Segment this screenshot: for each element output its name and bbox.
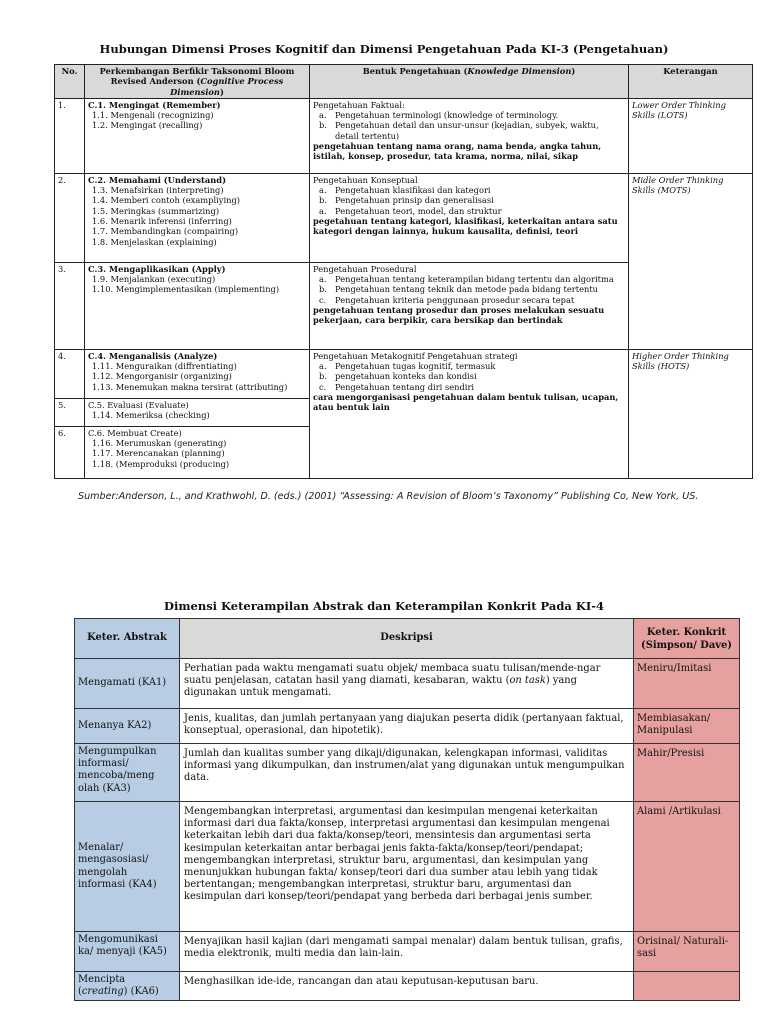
knowledge-summary: pegetahuan tentang kategori, klasifikasi, keterkaitan antara satu kategori dengan lainnya, hukum kausalita, definisi, teori — [313, 216, 618, 237]
abstrak-cell: Mengumpulkan informasi/ mencoba/meng olah (KA3) — [75, 744, 180, 802]
skill-dimension-table — [74, 618, 740, 1001]
cognitive-heading: C.5. Evaluasi (Evaluate) — [88, 399, 189, 410]
cognitive-heading: C.4. Menganalisis (Analyze) — [88, 350, 218, 361]
cognitive-item: 1.8. Menjelaskan (explaining) — [92, 236, 217, 247]
abstrak-cell: Menanya KA2) — [75, 709, 180, 744]
cognitive-item: 1.14. Memeriksa (checking) — [92, 410, 210, 421]
cognitive-cell — [85, 426, 310, 478]
header-cognitive-process: Perkembangan Berfikir Taksonomi Bloom Revised Anderson (Cognitive Process Dimension) — [85, 65, 310, 99]
deskripsi-cell: Menghasilkan ide-ide, rancangan dan atau keputusan-keputusan baru. — [180, 972, 634, 1001]
cognitive-item: 1.16. Merumuskan (generating) — [92, 438, 227, 449]
deskripsi-cell: Menyajikan hasil kajian (dari mengamati sampai menalar) dalam bentuk tulisan, grafis, media elektronik, multi media dan lain-lain. — [180, 932, 634, 972]
knowledge-title: Pengetahuan Konseptual — [313, 174, 418, 185]
knowledge-item: b. pengetahuan konteks dan kondisi — [319, 371, 477, 382]
keterangan-cell: Midle Order Thinking Skills (MOTS) — [629, 173, 753, 349]
table-row — [55, 98, 753, 173]
knowledge-summary: cara mengorganisasi pengetahuan dalam bentuk tulisan, ucapan, atau bentuk lain — [313, 392, 619, 413]
table-header-row — [75, 619, 740, 659]
table-header-row — [55, 65, 753, 99]
knowledge-title: Pengetahuan Faktual: — [313, 99, 405, 110]
knowledge-item: b. Pengetahuan detail dan unsur-unsur (kejadian, subyek, waktu, detail tertentu) — [319, 120, 599, 141]
knowledge-item: a. Pengetahuan tugas kognitif, termasuk — [319, 361, 496, 372]
cognitive-item: 1.5. Meringkas (summarizing) — [92, 205, 220, 216]
knowledge-summary: pengetahuan tentang nama orang, nama benda, angka tahun, istilah, konsep, prosedur, tata krama, norma, nilai, sikap — [313, 141, 602, 162]
knowledge-item: a. Pengetahuan tentang keterampilan bidang tertentu dan algoritma — [319, 274, 614, 285]
cognitive-item: 1.10. Mengimplementasikan (implementing) — [92, 284, 280, 295]
cognitive-item: 1.11. Menguraikan (diffrentiating) — [92, 361, 237, 372]
row-number: 4. — [55, 349, 85, 398]
cognitive-item: 1.2. Mengingat (recalling) — [92, 120, 203, 131]
deskripsi-cell: Jenis, kualitas, dan jumlah pertanyaan yang diajukan peserta didik (pertanyaan faktual, konseptual, operasional, dan hipotetik). — [180, 709, 634, 744]
konkrit-cell: Membiasakan/ Manipulasi — [634, 709, 740, 744]
header-abstrak: Keter. Abstrak — [75, 619, 180, 659]
konkrit-cell: Meniru/Imitasi — [634, 659, 740, 709]
knowledge-summary: pengetahuan tentang prosedur dan proses melakukan sesuatu pekerjaan, cara berpikir, cara bersikap dan bertindak — [313, 305, 605, 326]
table-row — [55, 349, 753, 398]
row-number: 3. — [55, 262, 85, 349]
cognitive-item: 1.4. Memberi contoh (exampliying) — [92, 195, 241, 206]
cognitive-cell — [85, 98, 310, 173]
konkrit-cell: Alami /Artikulasi — [634, 802, 740, 932]
row-number: 5. — [55, 398, 85, 426]
konkrit-cell — [634, 972, 740, 1001]
table-row — [75, 802, 740, 932]
cognitive-item: 1.17. Merencanakan (planning) — [92, 448, 225, 459]
cognitive-item: 1.9. Menjalankan (executing) — [92, 274, 216, 285]
header-keterangan: Keterangan — [629, 65, 753, 99]
knowledge-item: c. Pengetahuan kriteria penggunaan prosedur secara tepat — [319, 294, 575, 305]
konkrit-cell: Mahir/Presisi — [634, 744, 740, 802]
table-row — [55, 173, 753, 262]
header-knowledge-dimension: Bentuk Pengetahuan (Knowledge Dimension) — [310, 65, 629, 99]
cognitive-item: 1.12. Mengorganisir (organizing) — [92, 371, 232, 382]
source-citation: Sumber:Anderson, L., and Krathwohl, D. (eds.) (2001) “Assessing: A Revision of Bloom’s Taxonomy” Publishing Co, New York, US. — [78, 491, 699, 502]
knowledge-item: c. Pengetahuan tentang diri sendiri — [319, 381, 475, 392]
cognitive-heading: C.3. Mengaplikasikan (Apply) — [88, 263, 226, 274]
knowledge-item: a. Pengetahuan teori, model, dan struktur — [319, 205, 502, 216]
abstrak-cell: Mengomunikasi ka/ menyaji (KA5) — [75, 932, 180, 972]
table-row — [75, 932, 740, 972]
cognitive-heading: C.6. Membuat Create) — [88, 427, 182, 438]
knowledge-item: a. Pengetahuan terminologi (knowledge of terminology. — [319, 110, 559, 121]
cognitive-heading: C.1. Mengingat (Remember) — [88, 99, 221, 110]
keterangan-cell: Higher Order Thinking Skills (HOTS) — [629, 349, 753, 478]
table1-title: Hubungan Dimensi Proses Kognitif dan Dimensi Pengetahuan Pada KI-3 (Pengetahuan) — [99, 42, 669, 56]
table-row — [75, 972, 740, 1001]
header-no: No. — [55, 65, 85, 99]
knowledge-title: Pengetahuan Prosedural — [313, 263, 417, 274]
deskripsi-cell: Mengembangkan interpretasi, argumentasi dan kesimpulan mengenai keterkaitan informasi dari dua fakta/konsep, interpretasi argumentasi dan kesimpulan mengenai keterkaitan lebih dari dua fakta/konsep/teori, mensintesis dan argumentasi serta kesimpulan keterkaitan antar berbagai jenis fakta-fakta/konsep/teori/pendapat; mengembangkan interpretasi, struktur baru, argumentasi, dan kesimpulan yang menunjukkan hubungan fakta/ konsep/teori dari dua sumber atau lebih yang tidak bertentangan; mengembangkan interpretasi, struktur baru, argumentasi dan kesimpulan dari konsep/teori/pendapat yang berbeda dari berbagai jenis sumber. — [180, 802, 634, 932]
table-row — [75, 659, 740, 709]
cognitive-item: 1.7. Membandingkan (compairing) — [92, 226, 239, 237]
keterangan-cell: Lower Order Thinking Skills (LOTS) — [629, 98, 753, 173]
cognitive-item: 1.3. Menafsirkan (interpreting) — [92, 185, 224, 196]
row-number: 6. — [55, 426, 85, 478]
abstrak-cell: Menalar/ mengasosiasi/ mengolah informasi (KA4) — [75, 802, 180, 932]
knowledge-cell — [310, 173, 629, 262]
header-konkrit: Keter. Konkrit (Simpson/ Dave) — [634, 619, 740, 659]
knowledge-cell — [310, 98, 629, 173]
abstrak-cell: Mengamati (KA1) — [75, 659, 180, 709]
konkrit-cell: Orisinal/ Naturali-sasi — [634, 932, 740, 972]
deskripsi-cell: Perhatian pada waktu mengamati suatu objek/ membaca suatu tulisan/mende-ngar suatu penjelasan, catatan hasil yang diamati, kesabaran, waktu (on task) yang digunakan untuk mengamati. — [180, 659, 634, 709]
table2-title: Dimensi Keterampilan Abstrak dan Keterampilan Konkrit Pada KI-4 — [164, 599, 604, 613]
table-row — [75, 744, 740, 802]
cognitive-cell — [85, 349, 310, 398]
cognitive-heading: C.2. Memahami (Understand) — [88, 174, 227, 185]
table-row — [75, 709, 740, 744]
knowledge-item: b. Pengetahuan prinsip dan generalisasi — [319, 195, 494, 206]
cognitive-dimension-table — [54, 64, 753, 479]
cognitive-item: 1.6. Menarik inferensi (inferring) — [92, 216, 232, 227]
knowledge-cell — [310, 262, 629, 349]
deskripsi-cell: Jumlah dan kualitas sumber yang dikaji/digunakan, kelengkapan informasi, validitas informasi yang dikumpulkan, dan instrumen/alat yang digunakan untuk mengumpulkan data. — [180, 744, 634, 802]
knowledge-cell — [310, 349, 629, 478]
header-deskripsi: Deskripsi — [180, 619, 634, 659]
cognitive-item: 1.1. Mengenali (recognizing) — [92, 110, 214, 121]
cognitive-cell — [85, 262, 310, 349]
knowledge-item: a. Pengetahuan klasifikasi dan kategori — [319, 185, 491, 196]
knowledge-title: Pengetahuan Metakognitif Pengetahuan strategi — [313, 350, 518, 361]
knowledge-item: b. Pengetahuan tentang teknik dan metode pada bidang tertentu — [319, 284, 599, 295]
cognitive-item: 1.13. Menemukan makna tersirat (attributing) — [92, 381, 288, 392]
row-number: 1. — [55, 98, 85, 173]
row-number: 2. — [55, 173, 85, 262]
cognitive-cell — [85, 173, 310, 262]
abstrak-cell: Mencipta (creating) (KA6) — [75, 972, 180, 1001]
cognitive-item: 1.18. (Memproduksi (producing) — [92, 458, 230, 469]
cognitive-cell — [85, 398, 310, 426]
